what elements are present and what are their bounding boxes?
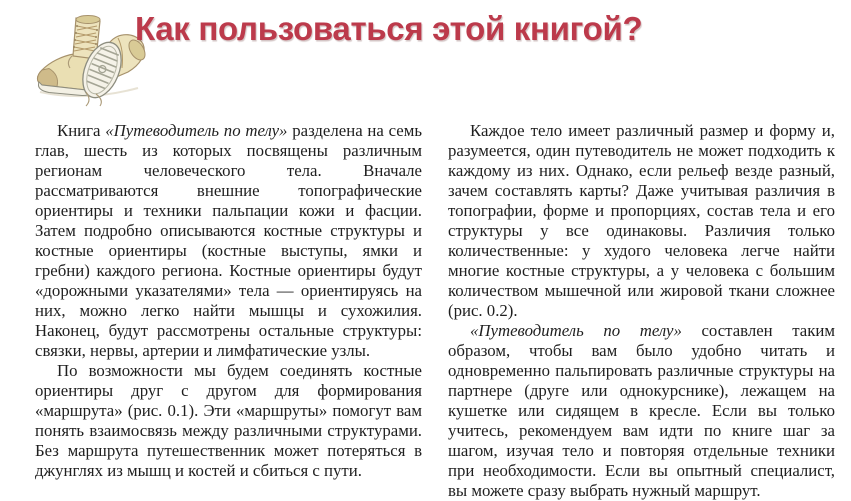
paragraph [448,121,835,321]
page-title: Как пользоваться этой книгой? [135,10,643,47]
text-columns [35,121,835,501]
paragraph-text: составлен таким образом, чтобы вам было удобно читать и одновременно пальпировать различные структуры на партнере (друге или однокурснике), лежащем на кушетке или сидящем в кресле. Если вы только учитесь, рекомендуем вам идти по книге шаг за шагом, изучая тело и повторяя отдельные техники при необходимости. Если вы опытный специалист, вы можете сразу выбрать нужный маршрут. [448,321,836,500]
right-column [448,121,835,501]
paragraph [35,361,422,481]
paragraph-text: По возможности мы будем соединять костные ориентиры друг с другом для формирования «маршрута» (рис. 0.1). Эти «маршруты» помогут вам понять взаимосвязь между различными структурами. Без маршрута путешественник может потеряться в джунглях из мышц и костей и сбиться с пути. [35,361,422,480]
paragraph [448,321,835,501]
book-title-italic: «Путеводитель по телу» [470,321,682,340]
paragraph-text: Книга [57,121,106,140]
paragraph-text: разделена на семь глав, шесть из которых посвящены различным регионам человеческого тела. Вначале рассматриваются внешние топографические ориентиры и техники пальпации кожи и фасции. Затем подробно описываются костные структуры и костные ориентиры (костные выступы, ямки и гребни) каждого региона. Костные ориентиры будут «дорожными указателями» тела — ориентируясь на них, можно легко найти мышцы и сухожилия. Наконец, будут рассмотрены остальные структуры: связки, нервы, артерии и лимфатические узлы. [35,121,423,360]
book-title-italic: «Путеводитель по телу» [105,121,288,140]
hiking-boots-illustration [26,6,152,116]
paragraph [35,121,422,361]
paragraph-text: Каждое тело имеет различный размер и форму и, разумеется, один путеводитель не может подходить к каждому из них. Однако, если рельеф везде разный, зачем составлять карты? Даже учитывая различия в топографии, форме и пропорциях, состав тела и его структуры у все одинаковы. Различия только количественные: у худого человека легче найти многие костные структуры, а у человека с большим количеством мышечной или жировой ткани сложнее (рис. 0.2). [448,121,835,320]
hiking-boots-icon [26,6,152,116]
left-column [35,121,422,501]
